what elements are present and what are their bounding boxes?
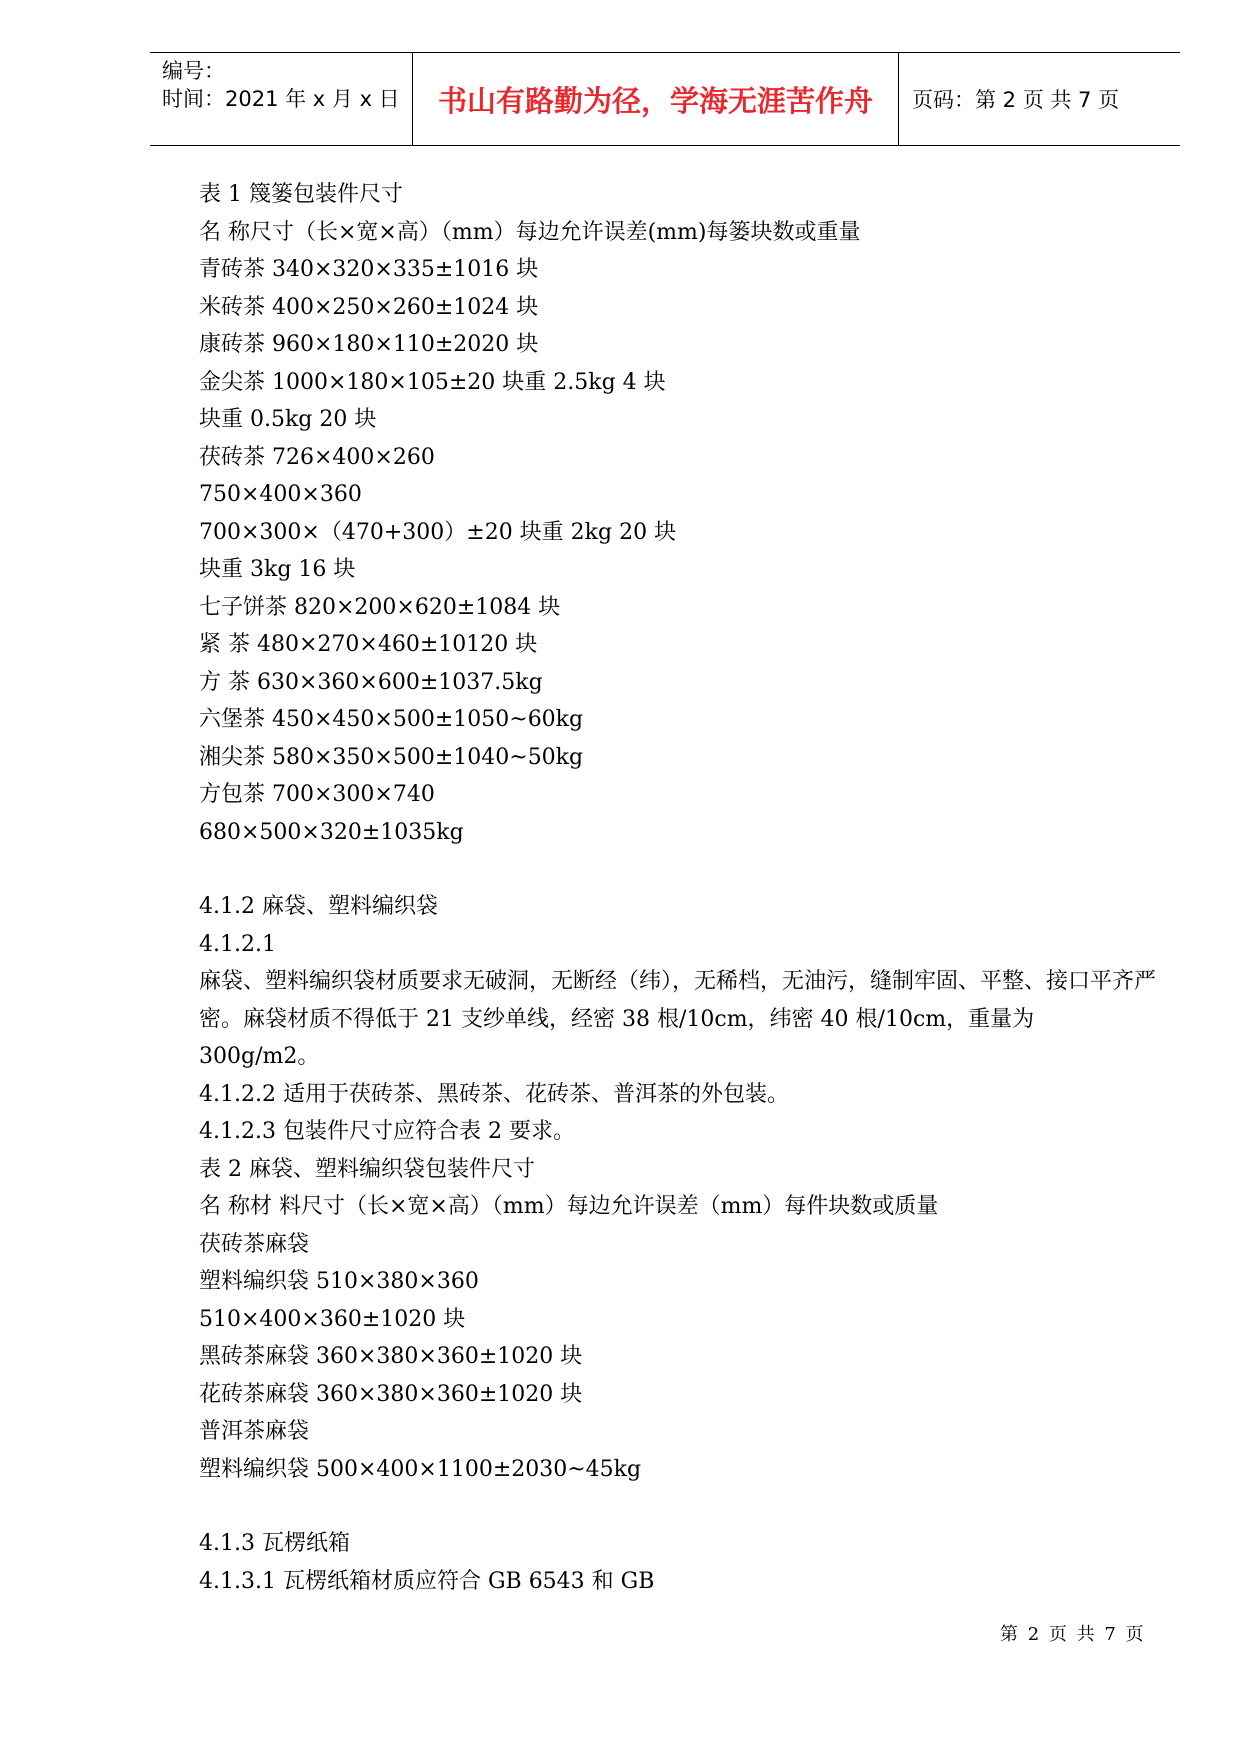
text-line: 金尖茶 1000×180×105±20 块重 2.5kg 4 块 [199,369,666,395]
section-heading: 4.1.2 麻袋、塑料编织袋 [199,894,438,919]
section-heading: 4.1.3.1 瓦楞纸箱材质应符合 GB 6543 和 GB [199,1568,655,1594]
text-line: 黑砖茶麻袋 360×380×360±1020 块 [199,1344,583,1369]
text-line: 康砖茶 960×180×110±2020 块 [199,332,539,357]
text-line: 名 称材 料尺寸（长×宽×高）（mm）每边允许误差（mm）每件块数或质量 [199,1194,939,1219]
text-line: 680×500×320±1035kg [199,819,464,845]
text-line: 六堡茶 450×450×500±1050~60kg [199,707,584,732]
section-heading: 4.1.2.1 [199,931,276,957]
document-number-label: 编号： [162,59,225,83]
text-line: 方包茶 700×300×740 [199,782,435,807]
text-line: 紧 茶 480×270×460±10120 块 [199,632,538,657]
paragraph: 麻袋、塑料编织袋材质要求无破洞，无断经（纬），无稀档，无油污，缝制牢固、平整、接口平齐严密。麻袋材质不得低于 21 支纱单线，经密 38 根/10cm，纬密 40 根/10cm，重量为 300g/m2。 [199,969,1157,1069]
text-line: 茯砖茶麻袋 [199,1231,310,1257]
text-line: 表 1 篾篓包装件尺寸 [199,182,403,207]
text-line: 普洱茶麻袋 [199,1419,310,1444]
text-line: 茯砖茶 726×400×260 [199,444,435,470]
header-page-label: 页码：第 2 页 共 7 页 [912,88,1120,112]
document-body [199,176,1159,1600]
text-line: 表 2 麻袋、塑料编织袋包装件尺寸 [199,1156,535,1182]
page-header [150,52,1180,146]
text-line: 方 茶 630×360×600±1037.5kg [199,669,543,695]
section-heading: 4.1.3 瓦楞纸箱 [199,1531,350,1556]
header-motto: 书山有路勤为径，学海无涯苦作舟 [412,53,899,145]
text-line: 花砖茶麻袋 360×380×360±1020 块 [199,1381,583,1407]
document-time-label: 时间：2021 年 x 月 x 日 [162,87,400,111]
text-line: 块重 0.5kg 20 块 [199,407,377,432]
text-line: 米砖茶 400×250×260±1024 块 [199,294,539,320]
text-line: 名 称尺寸（长×宽×高）（mm）每边允许误差(mm)每篓块数或重量 [199,219,861,245]
text-line: 750×400×360 [199,482,362,507]
text-line: 4.1.2.2 适用于茯砖茶、黑砖茶、花砖茶、普洱茶的外包装。 [199,1081,789,1107]
text-line: 湘尖茶 580×350×500±1040~50kg [199,744,584,770]
blank-line [199,851,1159,888]
text-line: 510×400×360±1020 块 [199,1306,466,1332]
text-line: 块重 3kg 16 块 [199,557,356,582]
text-line: 塑料编织袋 510×380×360 [199,1269,479,1294]
page-footer-number: 第 2 页 共 7 页 [1000,1624,1146,1645]
text-line: 700×300×（470+300）±20 块重 2kg 20 块 [199,519,677,545]
blank-line [199,1488,1159,1525]
text-line: 七子饼茶 820×200×620±1084 块 [199,594,561,620]
text-line: 塑料编织袋 500×400×1100±2030~45kg [199,1456,642,1482]
text-line: 4.1.2.3 包装件尺寸应符合表 2 要求。 [199,1119,575,1144]
text-line: 青砖茶 340×320×335±1016 块 [199,257,539,282]
